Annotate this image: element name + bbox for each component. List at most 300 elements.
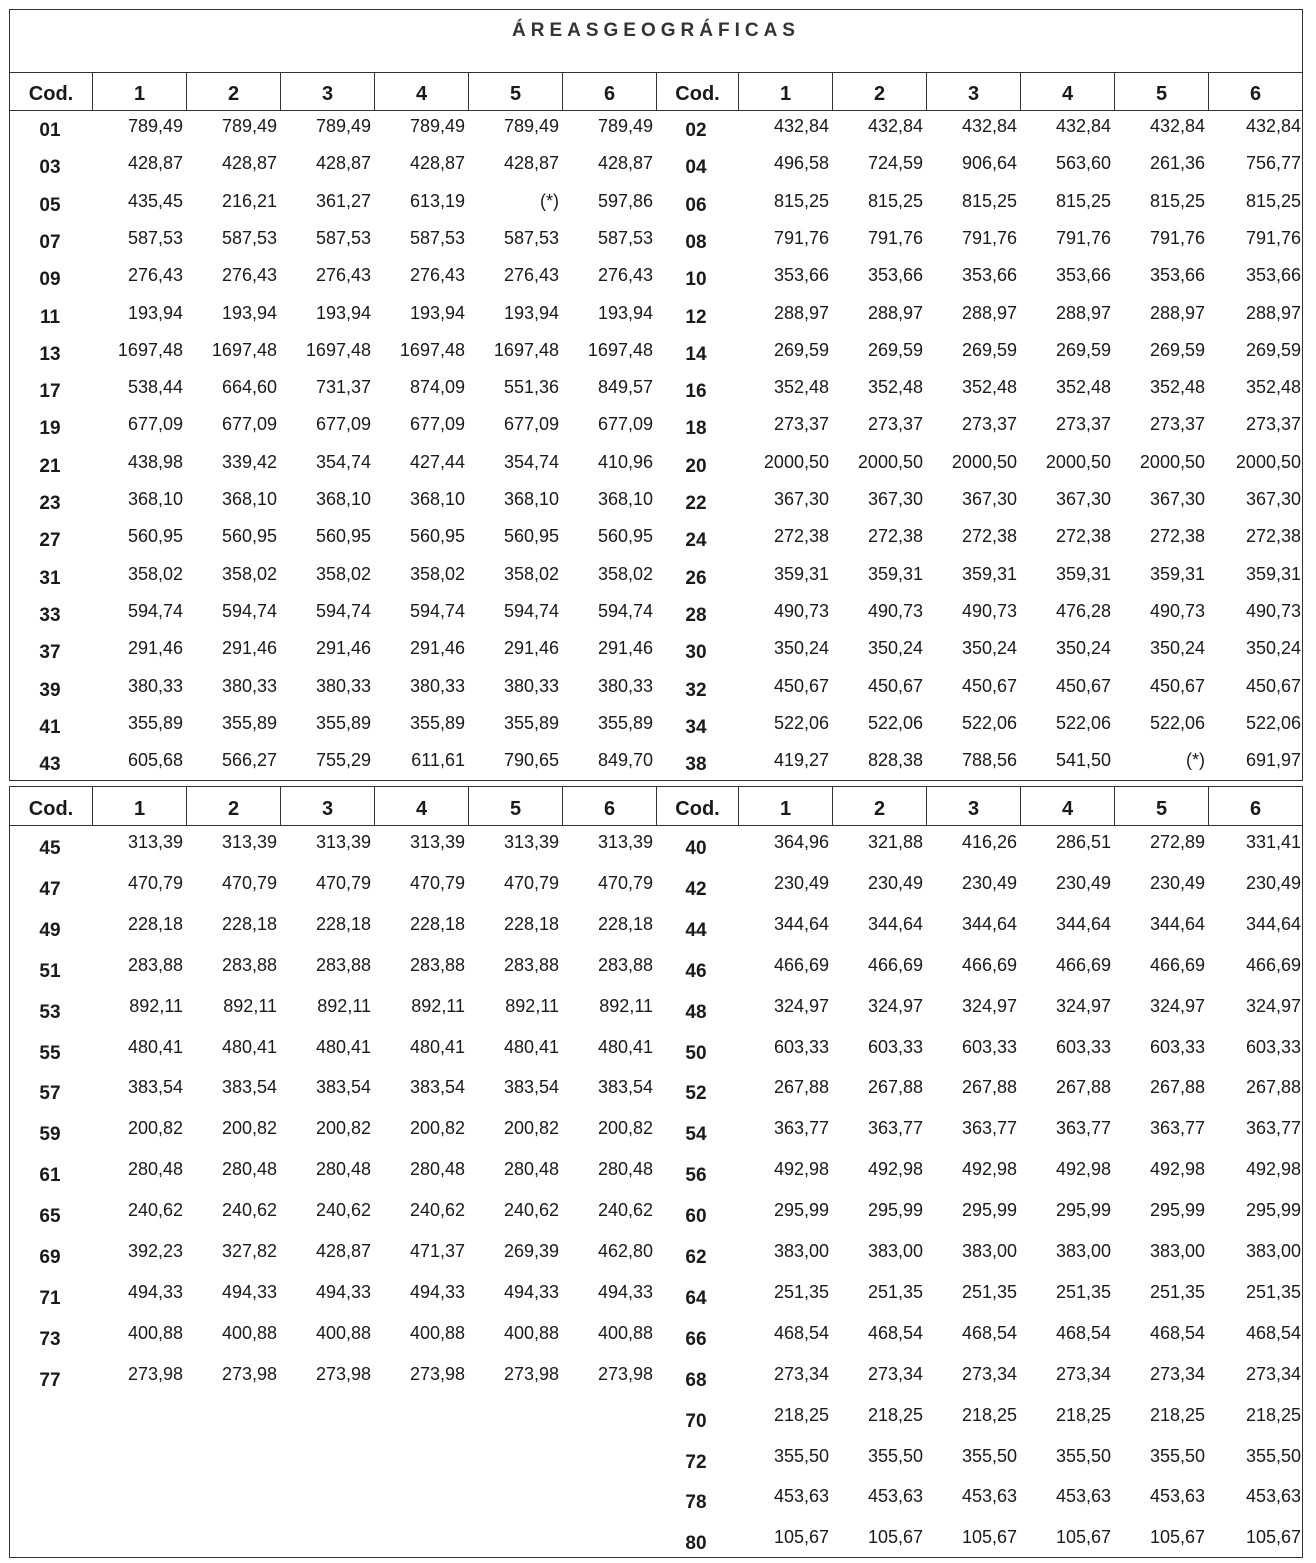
value-cell: 267,88 <box>1149 1077 1205 1098</box>
header-area-6: 6 <box>1208 787 1302 825</box>
value-cell: 466,69 <box>773 954 829 975</box>
value-cell: 105,67 <box>773 1527 829 1548</box>
value-cell: 276,43 <box>503 265 559 286</box>
value-cell: 587,53 <box>315 227 371 248</box>
value-cell: 892,11 <box>317 995 371 1016</box>
value-cell: 350,24 <box>1245 638 1301 659</box>
value-cell: 200,82 <box>503 1118 559 1139</box>
value-cell: 789,49 <box>503 116 559 136</box>
value-cell: 269,59 <box>961 339 1017 360</box>
row-code: 62 <box>685 1247 707 1268</box>
row-code: 43 <box>39 754 61 776</box>
value-cell: 218,25 <box>1245 1404 1301 1425</box>
value-cell: 480,41 <box>597 1036 653 1057</box>
row-code: 51 <box>39 960 61 982</box>
value-cell: 324,97 <box>1245 995 1301 1016</box>
table-row <box>10 1118 1302 1154</box>
value-cell: 594,74 <box>597 600 653 621</box>
value-cell: 240,62 <box>597 1200 653 1221</box>
value-cell: 324,97 <box>867 995 923 1016</box>
value-cell: 273,34 <box>1149 1363 1205 1384</box>
row-code: 68 <box>685 1369 707 1391</box>
value-cell: 815,25 <box>1245 190 1301 211</box>
value-cell: (*) <box>540 190 559 211</box>
value-cell: 480,41 <box>127 1036 183 1057</box>
value-cell: 466,69 <box>1245 954 1301 975</box>
value-cell: 352,48 <box>1245 377 1301 398</box>
header-area-1: 1 <box>92 72 186 110</box>
value-cell: 352,48 <box>1055 377 1111 398</box>
value-cell: 291,46 <box>127 638 183 659</box>
table-row <box>10 228 1302 264</box>
value-cell: 1697,48 <box>117 339 183 360</box>
value-cell: 273,98 <box>315 1363 371 1384</box>
value-cell: 283,88 <box>597 954 653 975</box>
value-cell: 295,99 <box>1245 1200 1301 1221</box>
value-cell: 383,54 <box>503 1077 559 1098</box>
value-cell: 462,80 <box>597 1241 653 1261</box>
value-cell: 251,35 <box>1245 1281 1301 1302</box>
header-area-5: 5 <box>1114 787 1208 825</box>
value-cell: 453,63 <box>1149 1486 1205 1507</box>
value-cell: 677,09 <box>409 414 465 435</box>
value-cell: 453,63 <box>867 1486 923 1507</box>
value-cell: 428,87 <box>597 153 653 174</box>
row-code: 69 <box>39 1247 61 1268</box>
value-cell: 428,87 <box>127 153 183 174</box>
value-cell: 400,88 <box>503 1322 559 1343</box>
value-cell: 273,37 <box>1055 414 1111 435</box>
value-cell: 368,10 <box>221 489 277 509</box>
value-cell: 453,63 <box>961 1486 1017 1507</box>
row-code: 52 <box>685 1083 707 1105</box>
value-cell: 230,49 <box>867 872 923 893</box>
header-cod: Cod. <box>28 83 74 105</box>
row-code: 33 <box>39 604 61 626</box>
row-code: 13 <box>39 343 61 365</box>
value-cell: 350,24 <box>867 638 923 659</box>
value-cell: 603,33 <box>961 1036 1017 1057</box>
row-code: 07 <box>39 231 61 253</box>
value-cell: 355,50 <box>773 1445 829 1466</box>
value-cell: 354,74 <box>315 451 371 472</box>
value-cell: 273,98 <box>127 1363 183 1384</box>
row-code: 22 <box>685 493 707 514</box>
value-cell: 344,64 <box>1245 913 1301 934</box>
row-code: 53 <box>39 1001 61 1023</box>
value-cell: 2000,50 <box>857 451 923 472</box>
value-cell: 283,88 <box>315 954 371 975</box>
row-code: 41 <box>39 716 61 738</box>
value-cell: 295,99 <box>961 1200 1017 1221</box>
value-cell: 450,67 <box>1245 675 1301 696</box>
value-cell: 295,99 <box>1055 1200 1111 1221</box>
row-code: 48 <box>685 1001 707 1023</box>
value-cell: 353,66 <box>1245 265 1301 286</box>
row-code: 47 <box>39 878 61 900</box>
value-cell: 350,24 <box>773 638 829 659</box>
value-cell: 261,36 <box>1149 153 1205 174</box>
table-row <box>10 1241 1302 1277</box>
value-cell: 359,31 <box>1055 563 1111 584</box>
value-cell: 313,39 <box>503 832 559 852</box>
value-cell: 193,94 <box>221 302 277 323</box>
value-cell: 400,88 <box>221 1322 277 1343</box>
value-cell: 295,99 <box>773 1200 829 1221</box>
value-cell: 560,95 <box>315 526 371 547</box>
value-cell: 273,34 <box>1055 1363 1111 1384</box>
value-cell: 359,31 <box>867 563 923 584</box>
value-cell: 560,95 <box>409 526 465 547</box>
header-cod: Cod. <box>28 798 74 820</box>
row-code: 80 <box>685 1533 707 1555</box>
row-code: 71 <box>39 1287 61 1309</box>
header-area-1: 1 <box>738 72 832 110</box>
value-cell: 228,18 <box>503 913 559 934</box>
value-cell: 273,34 <box>773 1363 829 1384</box>
value-cell: 560,95 <box>127 526 183 547</box>
table-row <box>10 340 1302 376</box>
value-cell: 466,69 <box>1149 954 1205 975</box>
value-cell: 587,53 <box>597 227 653 248</box>
value-cell: 291,46 <box>221 638 277 659</box>
row-code: 27 <box>39 530 61 552</box>
value-cell: 355,50 <box>1149 1445 1205 1466</box>
table-row <box>10 873 1302 909</box>
value-cell: 359,31 <box>961 563 1017 584</box>
value-cell: 383,00 <box>961 1241 1017 1261</box>
header-row <box>10 787 1302 826</box>
value-cell: 428,87 <box>315 153 371 174</box>
value-cell: 892,11 <box>411 995 465 1016</box>
value-cell: 490,73 <box>961 600 1017 621</box>
value-cell: 240,62 <box>503 1200 559 1221</box>
value-cell: 228,18 <box>315 913 371 934</box>
value-cell: 432,84 <box>867 116 923 136</box>
value-cell: 490,73 <box>867 600 923 621</box>
value-cell: 353,66 <box>1055 265 1111 286</box>
row-code: 20 <box>685 455 707 477</box>
row-code: 12 <box>685 306 707 328</box>
value-cell: 677,09 <box>315 414 371 435</box>
value-cell: 280,48 <box>597 1159 653 1180</box>
table-row <box>10 1159 1302 1195</box>
value-cell: 587,53 <box>409 227 465 248</box>
table-row <box>10 832 1302 868</box>
value-cell: 470,79 <box>409 872 465 893</box>
value-cell: 288,97 <box>1245 302 1301 323</box>
row-code: 59 <box>39 1124 61 1146</box>
value-cell: 355,50 <box>1055 1445 1111 1466</box>
row-code: 04 <box>685 157 707 179</box>
value-cell: 603,33 <box>1149 1036 1205 1057</box>
table-row <box>10 676 1302 712</box>
value-cell: 367,30 <box>867 489 923 509</box>
value-cell: 492,98 <box>1149 1159 1205 1180</box>
value-cell: 538,44 <box>127 377 183 398</box>
value-cell: 560,95 <box>221 526 277 547</box>
value-cell: 367,30 <box>1245 489 1301 509</box>
value-cell: 611,61 <box>411 750 465 771</box>
value-cell: 280,48 <box>409 1159 465 1180</box>
value-cell: 613,19 <box>409 190 465 211</box>
value-cell: 1697,48 <box>211 339 277 360</box>
value-cell: 789,49 <box>315 116 371 136</box>
value-cell: 280,48 <box>503 1159 559 1180</box>
row-code: 39 <box>39 679 61 701</box>
value-cell: 344,64 <box>773 913 829 934</box>
value-cell: 468,54 <box>867 1322 923 1343</box>
value-cell: 494,33 <box>409 1281 465 1302</box>
row-code: 66 <box>685 1328 707 1350</box>
value-cell: 367,30 <box>1149 489 1205 509</box>
value-cell: 468,54 <box>1055 1322 1111 1343</box>
table-row <box>10 414 1302 450</box>
header-area-5: 5 <box>1114 72 1208 110</box>
value-cell: 350,24 <box>961 638 1017 659</box>
value-cell: 355,89 <box>597 712 653 733</box>
value-cell: 892,11 <box>505 995 559 1016</box>
row-code: 23 <box>39 493 61 514</box>
value-cell: 363,77 <box>867 1118 923 1139</box>
value-cell: 288,97 <box>961 302 1017 323</box>
value-cell: 368,10 <box>127 489 183 509</box>
value-cell: 353,66 <box>961 265 1017 286</box>
value-cell: 432,84 <box>961 116 1017 136</box>
header-area-4: 4 <box>374 787 468 825</box>
header-area-6: 6 <box>1208 72 1302 110</box>
value-cell: 522,06 <box>1245 712 1301 733</box>
value-cell: 791,76 <box>1055 227 1111 248</box>
value-cell: 273,34 <box>867 1363 923 1384</box>
value-cell: 450,67 <box>773 675 829 696</box>
value-cell: 352,48 <box>1149 377 1205 398</box>
value-cell: 551,36 <box>503 377 559 398</box>
value-cell: 432,84 <box>773 116 829 136</box>
value-cell: 791,76 <box>1245 227 1301 248</box>
value-cell: 605,68 <box>127 750 183 771</box>
table-row <box>10 1527 1302 1563</box>
value-cell: 352,48 <box>773 377 829 398</box>
value-cell: 105,67 <box>1245 1527 1301 1548</box>
value-cell: 272,38 <box>961 526 1017 547</box>
value-cell: 276,43 <box>597 265 653 286</box>
value-cell: 490,73 <box>1245 600 1301 621</box>
value-cell: 494,33 <box>315 1281 371 1302</box>
value-cell: 494,33 <box>503 1281 559 1302</box>
value-cell: 251,35 <box>1149 1281 1205 1302</box>
value-cell: 791,76 <box>867 227 923 248</box>
value-cell: 273,37 <box>867 414 923 435</box>
value-cell: 450,67 <box>1055 675 1111 696</box>
header-area-1: 1 <box>738 787 832 825</box>
value-cell: 522,06 <box>867 712 923 733</box>
row-code: 42 <box>685 878 707 900</box>
value-cell: 428,87 <box>221 153 277 174</box>
value-cell: 291,46 <box>503 638 559 659</box>
value-cell: 240,62 <box>127 1200 183 1221</box>
value-cell: 324,97 <box>1149 995 1205 1016</box>
value-cell: 892,11 <box>129 995 183 1016</box>
value-cell: 355,50 <box>961 1445 1017 1466</box>
value-cell: 789,49 <box>127 116 183 136</box>
row-code: 03 <box>39 157 61 179</box>
value-cell: 566,27 <box>221 750 277 771</box>
value-cell: 400,88 <box>597 1322 653 1343</box>
value-cell: 432,84 <box>1055 116 1111 136</box>
row-code: 77 <box>39 1369 61 1391</box>
value-cell: 193,94 <box>597 302 653 323</box>
value-cell: 368,10 <box>315 489 371 509</box>
value-cell: 815,25 <box>1149 190 1205 211</box>
table-row <box>10 914 1302 950</box>
value-cell: 355,89 <box>127 712 183 733</box>
value-cell: 368,10 <box>597 489 653 509</box>
table-row <box>10 265 1302 301</box>
value-cell: 359,31 <box>1245 563 1301 584</box>
value-cell: 291,46 <box>597 638 653 659</box>
value-cell: 269,59 <box>1149 339 1205 360</box>
table-row <box>10 303 1302 339</box>
value-cell: 522,06 <box>773 712 829 733</box>
value-cell: 280,48 <box>221 1159 277 1180</box>
value-cell: 272,38 <box>773 526 829 547</box>
value-cell: 522,06 <box>1149 712 1205 733</box>
value-cell: 1697,48 <box>305 339 371 360</box>
value-cell: 218,25 <box>961 1404 1017 1425</box>
value-cell: 240,62 <box>409 1200 465 1221</box>
value-cell: 450,67 <box>1149 675 1205 696</box>
value-cell: 677,09 <box>221 414 277 435</box>
value-cell: 273,98 <box>221 1363 277 1384</box>
value-cell: 815,25 <box>867 190 923 211</box>
value-cell: 228,18 <box>597 913 653 934</box>
value-cell: 480,41 <box>503 1036 559 1057</box>
value-cell: 2000,50 <box>951 451 1017 472</box>
value-cell: 353,66 <box>773 265 829 286</box>
value-cell: 490,73 <box>1149 600 1205 621</box>
value-cell: 849,70 <box>597 750 653 771</box>
table-block-1 <box>9 9 1303 781</box>
table-row <box>10 1323 1302 1359</box>
value-cell: 383,00 <box>1055 1241 1111 1261</box>
value-cell: 470,79 <box>597 872 653 893</box>
value-cell: 416,26 <box>961 832 1017 852</box>
value-cell: 363,77 <box>773 1118 829 1139</box>
value-cell: 267,88 <box>1055 1077 1111 1098</box>
value-cell: 603,33 <box>1245 1036 1301 1057</box>
value-cell: 272,89 <box>1149 832 1205 852</box>
value-cell: 594,74 <box>315 600 371 621</box>
value-cell: 251,35 <box>961 1281 1017 1302</box>
row-code: 60 <box>685 1206 707 1228</box>
value-cell: 380,33 <box>221 675 277 696</box>
value-cell: (*) <box>1186 750 1205 771</box>
header-cod: Cod. <box>656 787 738 825</box>
value-cell: 273,98 <box>503 1363 559 1384</box>
table-row <box>10 1446 1302 1482</box>
value-cell: 313,39 <box>597 832 653 852</box>
table-row <box>10 564 1302 600</box>
header-area-1: 1 <box>92 787 186 825</box>
value-cell: 313,39 <box>409 832 465 852</box>
value-cell: 400,88 <box>127 1322 183 1343</box>
value-cell: 267,88 <box>773 1077 829 1098</box>
value-cell: 272,38 <box>1055 526 1111 547</box>
header-area-5: 5 <box>468 72 562 110</box>
value-cell: 874,09 <box>409 377 465 398</box>
table-row <box>10 713 1302 749</box>
value-cell: 691,97 <box>1245 750 1301 771</box>
row-code: 70 <box>685 1410 707 1432</box>
value-cell: 267,88 <box>867 1077 923 1098</box>
value-cell: 272,38 <box>867 526 923 547</box>
value-cell: 251,35 <box>1055 1281 1111 1302</box>
value-cell: 273,37 <box>773 414 829 435</box>
value-cell: 492,98 <box>1055 1159 1111 1180</box>
value-cell: 603,33 <box>1055 1036 1111 1057</box>
table-title: ÁREASGEOGRÁFICAS <box>512 20 800 41</box>
value-cell: 358,02 <box>597 563 653 584</box>
row-code: 21 <box>39 455 61 477</box>
value-cell: 358,02 <box>221 563 277 584</box>
table-row <box>10 153 1302 189</box>
value-cell: 468,54 <box>1149 1322 1205 1343</box>
value-cell: 419,27 <box>773 750 829 771</box>
table-row <box>10 1405 1302 1441</box>
value-cell: 400,88 <box>409 1322 465 1343</box>
value-cell: 276,43 <box>127 265 183 286</box>
value-cell: 193,94 <box>409 302 465 323</box>
value-cell: 269,59 <box>867 339 923 360</box>
table-row <box>10 601 1302 637</box>
header-area-3: 3 <box>926 72 1020 110</box>
value-cell: 269,59 <box>1055 339 1111 360</box>
header-area-4: 4 <box>1020 787 1114 825</box>
value-cell: 587,53 <box>221 227 277 248</box>
row-code: 10 <box>685 269 707 291</box>
value-cell: 288,97 <box>773 302 829 323</box>
row-code: 01 <box>39 120 61 141</box>
table-row <box>10 1037 1302 1073</box>
header-area-3: 3 <box>926 787 1020 825</box>
value-cell: 427,44 <box>409 451 465 472</box>
value-cell: 272,38 <box>1245 526 1301 547</box>
value-cell: 480,41 <box>221 1036 277 1057</box>
row-code: 37 <box>39 642 61 664</box>
value-cell: 480,41 <box>315 1036 371 1057</box>
value-cell: 228,18 <box>221 913 277 934</box>
table-row <box>10 377 1302 413</box>
value-cell: 193,94 <box>127 302 183 323</box>
header-area-5: 5 <box>468 787 562 825</box>
table-row <box>10 1200 1302 1236</box>
value-cell: 273,37 <box>961 414 1017 435</box>
value-cell: 331,41 <box>1245 832 1301 852</box>
value-cell: 283,88 <box>409 954 465 975</box>
value-cell: 560,95 <box>597 526 653 547</box>
value-cell: 1697,48 <box>493 339 559 360</box>
value-cell: 313,39 <box>127 832 183 852</box>
value-cell: 755,29 <box>315 750 371 771</box>
value-cell: 466,69 <box>1055 954 1111 975</box>
value-cell: 496,58 <box>773 153 829 174</box>
value-cell: 267,88 <box>1245 1077 1301 1098</box>
value-cell: 358,02 <box>409 563 465 584</box>
value-cell: 410,96 <box>597 451 653 472</box>
value-cell: 492,98 <box>961 1159 1017 1180</box>
value-cell: 380,33 <box>597 675 653 696</box>
